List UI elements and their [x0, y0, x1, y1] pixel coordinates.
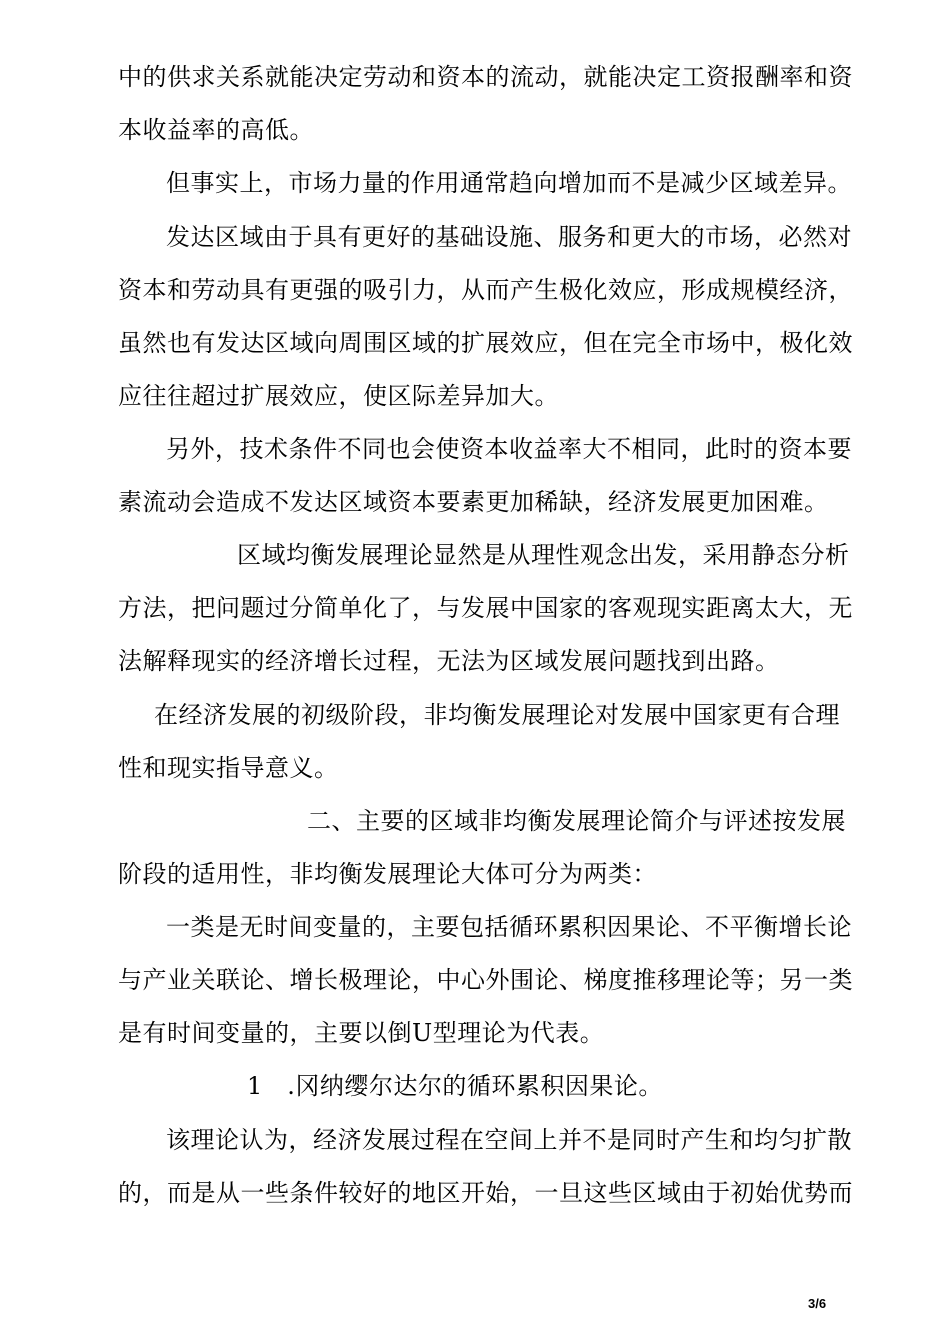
text-line: 是有时间变量的，主要以倒U型理论为代表。	[118, 1019, 605, 1047]
text-line: 一类是无时间变量的，主要包括循环累积因果论、不平衡增长论	[166, 913, 852, 941]
text-line: 性和现实指导意义。	[118, 754, 339, 782]
text-line: 与产业关联论、增长极理论，中心外围论、梯度推移理论等；另一类	[118, 966, 853, 994]
text-line: 虽然也有发达区域向周围区域的扩展效应，但在完全市场中，极化效	[118, 329, 853, 357]
section-heading: 二、主要的区域非均衡发展理论简介与评述按发展	[307, 807, 846, 835]
text-line: 方法，把问题过分简单化了，与发展中国家的客观现实距离太大，无	[118, 594, 853, 622]
subsection-heading: 1 .冈纳缨尔达尔的循环累积因果论。	[247, 1072, 663, 1100]
text-line: 另外，技术条件不同也会使资本收益率大不相同，此时的资本要	[166, 435, 852, 463]
text-line: 该理论认为，经济发展过程在空间上并不是同时产生和均匀扩散	[166, 1126, 852, 1154]
text-line: 在经济发展的初级阶段，非均衡发展理论对发展中国家更有合理	[154, 701, 840, 729]
text-line: 区域均衡发展理论显然是从理性观念出发，采用静态分析	[237, 541, 850, 569]
text-line: 资本和劳动具有更强的吸引力，从而产生极化效应，形成规模经济，	[118, 276, 853, 304]
text-line: 但事实上，市场力量的作用通常趋向增加而不是减少区域差异。	[166, 169, 852, 197]
text-line: 本收益率的高低。	[118, 116, 314, 144]
text-line: 阶段的适用性，非均衡发展理论大体可分为两类：	[118, 860, 657, 888]
text-line: 中的供求关系就能决定劳动和资本的流动，就能决定工资报酬率和资	[118, 63, 853, 91]
text-line: 发达区域由于具有更好的基础设施、服务和更大的市场，必然对	[166, 223, 852, 251]
text-line: 法解释现实的经济增长过程，无法为区域发展问题找到出路。	[118, 647, 780, 675]
text-line: 的，而是从一些条件较好的地区开始，一旦这些区域由于初始优势而	[118, 1179, 853, 1207]
page-number: 3/6	[808, 1296, 827, 1311]
text-line: 应往往超过扩展效应，使区际差异加大。	[118, 382, 559, 410]
text-line: 素流动会造成不发达区域资本要素更加稀缺，经济发展更加困难。	[118, 488, 829, 516]
